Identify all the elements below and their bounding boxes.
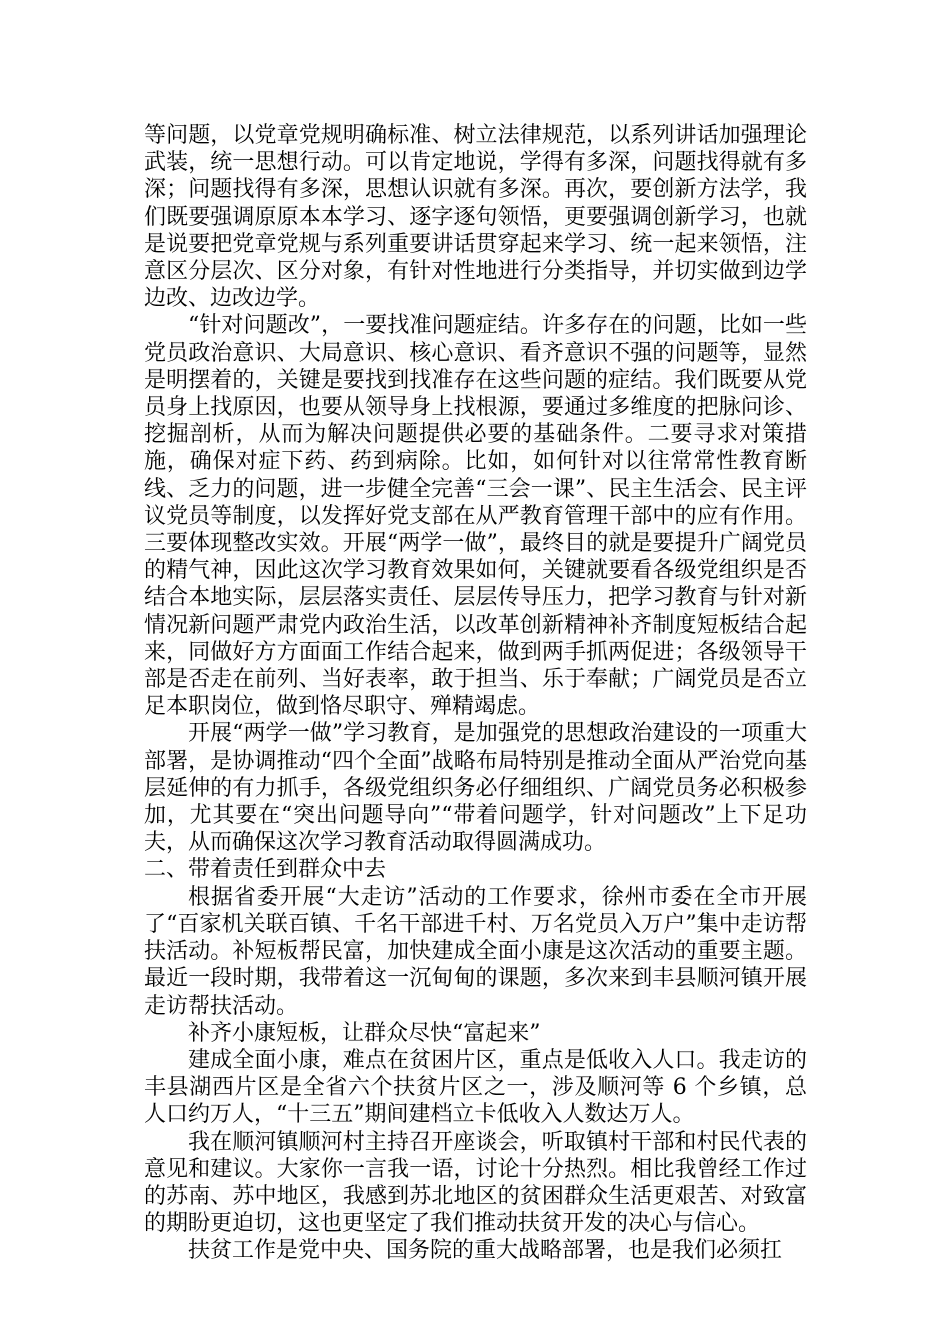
paragraph-poverty-area: 建成全面小康，难点在贫困片区，重点是低收入人口。我走访的丰县湖西片区是全省六个扶贫片区之一，涉及顺河等 6 个乡镇，总人口约万人，“十三五”期间建档立卡低收入人数达万人。 [144,1047,807,1128]
paragraph-study-method: 等问题，以党章党规明确标准、树立法律规范，以系列讲话加强理论武装，统一思想行动。可以肯定地说，学得有多深，问题找得就有多深；问题找得有多深，思想认识就有多深。再次，要创新方法学，我们既要强调原原本本学习、逐字逐句领悟，更要强调创新学习，也就是说要把党章党规与系列重要讲话贯穿起来学习、统一起来领悟，注意区分层次、区分对象，有针对性地进行分类指导，并切实做到边学边改、边改边学。 [144,123,807,312]
paragraph-poverty-work: 扶贫工作是党中央、国务院的重大战略部署，也是我们必须扛 [188,1238,783,1264]
paragraph-problem-fix: “针对问题改”，一要找准问题症结。许多存在的问题，比如一些党员政治意识、大局意识、核心意识、看齐意识不强的问题等，显然是明摆着的，关键是要找到找准存在这些问题的症结。我们既要从党员身上找原因，也要从领导身上找根源，要通过多维度的把脉问诊、挖掘剖析，从而为解决问题提供必要的基础条件。二要寻求对策措施，确保对症下药、药到病除。比如，如何针对以往常常性教育断线、乏力的问题，进一步健全完善“三会一课”、民主生活会、民主评议党员等制度，以发挥好党支部在从严教育管理干部中的应有作用。三要体现整改实效。开展“两学一做”，最终目的就是要提升广阔党员的精气神，因此这次学习教育效果如何，关键就要看各级党组织是否结合本地实际，层层落实责任、层层传导压力，把学习教育与针对新情况新问题严肃党内政治生活，以改革创新精神补齐制度短板结合起来，同做好方方面面工作结合起来，做到两手抓两促进；各级领导干部是否走在前列、当好表率，敢于担当、乐于奉献；广阔党员是否立足本职岗位，做到恪尽职守、殚精竭虑。 [144,313,807,720]
paragraph-big-visit: 根据省委开展“大走访”活动的工作要求，徐州市委在全市开展了“百家机关联百镇、千名干部进千村、万名党员入万户”集中走访帮扶活动。补短板帮民富，加快建成全面小康是这次活动的重要主题。最近一段时期，我带着这一沉甸甸的课题，多次来到丰县顺河镇开展走访帮扶活动。 [144,884,807,1019]
paragraph-two-studies: 开展“两学一做”学习教育，是加强党的思想政治建设的一项重大部署，是协调推动“四个全面”战略布局特别是推动全面从严治党向基层延伸的有力抓手，各级党组织务必仔细组织、广阔党员务必积极参加，尤其要在“突出问题导向”“带着问题学，针对问题改”上下足功夫，从而确保这次学习教育活动取得圆满成功。 [144,721,807,856]
section-heading-responsibility: 二、带着责任到群众中去 [144,857,387,883]
subheading-xiaokang: 补齐小康短板，让群众尽快“富起来” [188,1020,541,1046]
paragraph-forum: 我在顺河镇顺河村主持召开座谈会，听取镇村干部和村民代表的意见和建议。大家你一言我一语，讨论十分热烈。相比我曾经工作过的苏南、苏中地区，我感到苏北地区的贫困群众生活更艰苦、对致富的期盼更迫切，这也更坚定了我们推动扶贫开发的决心与信心。 [144,1129,807,1237]
document-page [144,122,807,1265]
